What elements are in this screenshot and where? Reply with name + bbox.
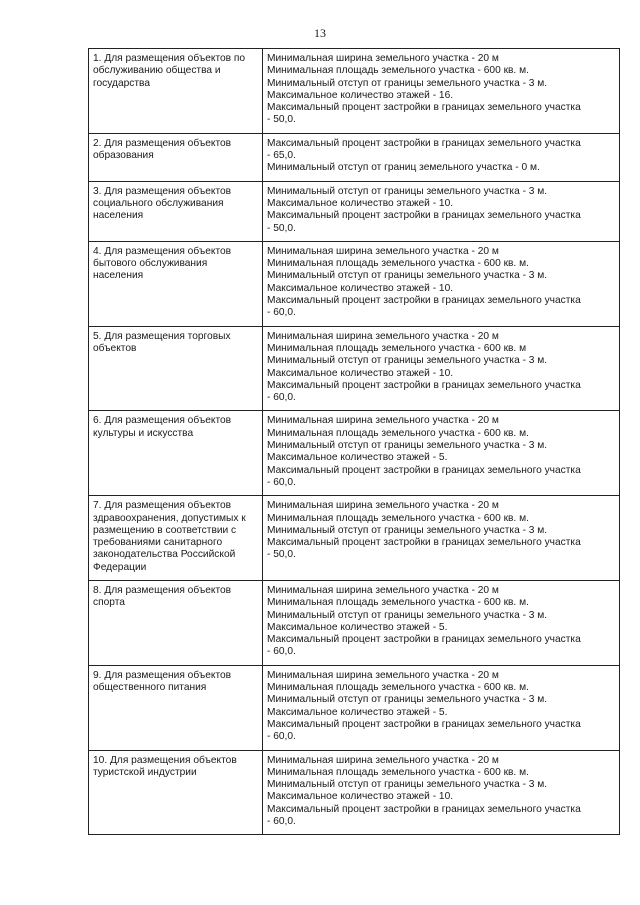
land-use-purpose-cell: 5. Для размещения торговых объектов xyxy=(89,326,263,411)
parameters-cell xyxy=(263,133,620,181)
land-use-purpose-cell: 2. Для размещения объектов образования xyxy=(89,133,263,181)
table-row xyxy=(89,665,620,750)
parameter-line: Минимальный отступ от границы земельного участка - 3 м. xyxy=(267,440,548,452)
parameter-line: Минимальная площадь земельного участка - 600 кв. м. xyxy=(267,427,529,439)
parameter-line: Минимальный отступ от границы земельного участка - 3 м. xyxy=(267,77,548,89)
table-row xyxy=(89,133,620,181)
parameter-line: Максимальное количество этажей - 10. xyxy=(267,282,454,294)
parameter-line: Минимальная ширина земельного участка - 20 м xyxy=(267,245,499,257)
parameter-line: Максимальный процент застройки в границах земельного участка xyxy=(267,803,581,815)
parameter-line: Минимальная ширина земельного участка - 20 м xyxy=(267,500,499,512)
parameter-line: Минимальный отступ от границы земельного участка - 3 м. xyxy=(267,270,548,282)
parameters-cell xyxy=(263,665,620,750)
page-number: 13 xyxy=(314,26,326,40)
parameters-cell xyxy=(263,496,620,581)
parameter-line: Максимальный процент застройки в границах земельного участка xyxy=(267,102,581,114)
parameter-line: Минимальный отступ от границы земельного участка - 3 м. xyxy=(267,779,548,791)
parameter-line: Максимальный процент застройки в границах земельного участка xyxy=(267,537,581,549)
parameter-line: Максимальный процент застройки в границах земельного участка xyxy=(267,464,581,476)
parameter-line: - 60,0. xyxy=(267,816,296,828)
parameter-line: Максимальное количество этажей - 5. xyxy=(267,706,448,718)
land-use-table xyxy=(88,48,620,835)
parameter-line: Минимальный отступ от границы земельного участка - 3 м. xyxy=(267,694,548,706)
table-row xyxy=(89,181,620,241)
land-use-purpose-cell: 8. Для размещения объектов спорта xyxy=(89,580,263,665)
table-body xyxy=(89,49,620,835)
parameter-line: Минимальная площадь земельного участка - 600 кв. м. xyxy=(267,258,529,270)
parameter-line: Максимальный процент застройки в границах земельного участка xyxy=(267,634,581,646)
parameters-cell xyxy=(263,326,620,411)
parameter-line: Минимальная ширина земельного участка - 20 м xyxy=(267,330,499,342)
land-use-purpose-cell: 9. Для размещения объектов общественного питания xyxy=(89,665,263,750)
parameter-line: - 65,0. xyxy=(267,150,296,162)
parameter-line: Максимальный процент застройки в границах земельного участка xyxy=(267,210,581,222)
parameter-line: Минимальная площадь земельного участка - 600 кв. м xyxy=(267,342,527,354)
parameter-line: Минимальная площадь земельного участка - 600 кв. м. xyxy=(267,512,529,524)
parameter-line: - 50,0. xyxy=(267,222,296,234)
parameter-line: Минимальная ширина земельного участка - 20 м xyxy=(267,754,499,766)
parameter-line: Максимальный процент застройки в границах земельного участка xyxy=(267,295,581,307)
table-row xyxy=(89,750,620,835)
table-row xyxy=(89,496,620,581)
land-use-purpose-cell: 7. Для размещения объектов здравоохранения, допустимых к размещению в соответствии с требованиями санитарного законодательства Российской Федерации xyxy=(89,496,263,581)
parameter-line: Минимальная ширина земельного участка - 20 м xyxy=(267,53,499,64)
land-use-purpose-cell: 6. Для размещения объектов культуры и искусства xyxy=(89,411,263,496)
table-row xyxy=(89,580,620,665)
parameter-line: Минимальный отступ от границы земельного участка - 3 м. xyxy=(267,609,548,621)
parameter-line: Максимальное количество этажей - 10. xyxy=(267,367,454,379)
parameter-line: Минимальная площадь земельного участка - 600 кв. м. xyxy=(267,766,529,778)
parameter-line: Максимальное количество этажей - 16. xyxy=(267,89,454,101)
parameter-line: Минимальная ширина земельного участка - 20 м xyxy=(267,584,499,596)
parameters-cell xyxy=(263,411,620,496)
parameter-line: - 50,0. xyxy=(267,114,296,126)
parameter-line: Максимальное количество этажей - 5. xyxy=(267,452,448,464)
parameter-line: Минимальный отступ от границы земельного участка - 3 м. xyxy=(267,185,548,197)
parameter-line: Минимальный отступ от границы земельного участка - 3 м. xyxy=(267,355,548,367)
parameter-line: - 60,0. xyxy=(267,731,296,743)
parameter-line: - 60,0. xyxy=(267,307,296,319)
parameter-line: Минимальная площадь земельного участка - 600 кв. м. xyxy=(267,682,529,694)
parameter-line: Максимальный процент застройки в границах земельного участка xyxy=(267,718,581,730)
parameter-line: Максимальный процент застройки в границах земельного участка xyxy=(267,379,581,391)
land-use-purpose-cell: 10. Для размещения объектов туристской индустрии xyxy=(89,750,263,835)
parameter-line: Минимальная ширина земельного участка - 20 м xyxy=(267,669,499,681)
parameter-line: Минимальная площадь земельного участка - 600 кв. м. xyxy=(267,65,529,77)
land-use-purpose-cell: 3. Для размещения объектов социального обслуживания населения xyxy=(89,181,263,241)
parameters-cell xyxy=(263,181,620,241)
parameters-cell xyxy=(263,241,620,326)
parameters-cell xyxy=(263,580,620,665)
table-row xyxy=(89,49,620,134)
table-row xyxy=(89,326,620,411)
parameter-line: Максимальный процент застройки в границах земельного участка xyxy=(267,137,581,149)
parameter-line: Минимальная ширина земельного участка - 20 м xyxy=(267,415,499,427)
parameters-cell xyxy=(263,49,620,134)
parameters-cell xyxy=(263,750,620,835)
parameter-line: Максимальное количество этажей - 5. xyxy=(267,621,448,633)
parameter-line: - 60,0. xyxy=(267,392,296,404)
table-row xyxy=(89,241,620,326)
parameter-line: - 50,0. xyxy=(267,549,296,561)
land-use-purpose-cell: 4. Для размещения объектов бытового обслуживания населения xyxy=(89,241,263,326)
parameter-line: - 60,0. xyxy=(267,646,296,658)
parameter-line: - 60,0. xyxy=(267,476,296,488)
parameter-line: Максимальное количество этажей - 10. xyxy=(267,791,454,803)
parameter-line: Максимальное количество этажей - 10. xyxy=(267,197,454,209)
table-row xyxy=(89,411,620,496)
land-use-purpose-cell: 1. Для размещения объектов по обслуживанию общества и государства xyxy=(89,49,263,134)
parameter-line: Минимальная площадь земельного участка - 600 кв. м. xyxy=(267,597,529,609)
parameter-line: Минимальный отступ от границ земельного участка - 0 м. xyxy=(267,162,540,174)
parameter-line: Минимальный отступ от границы земельного участка - 3 м. xyxy=(267,524,548,536)
